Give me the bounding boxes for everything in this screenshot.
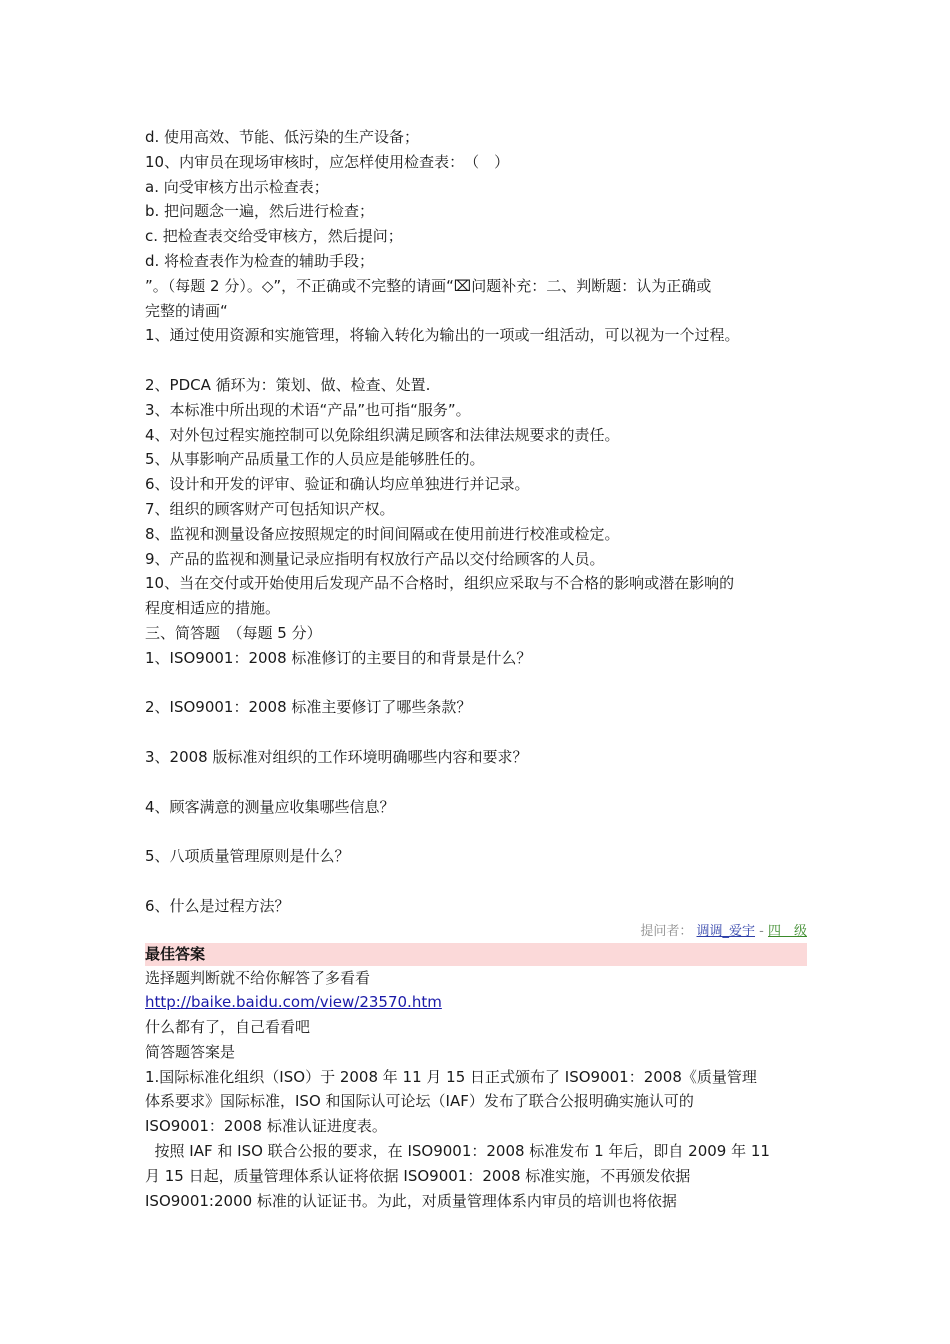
judge-item: 程度相适应的措施。 — [145, 599, 281, 618]
short-question: 5、八项质量管理原则是什么？ — [145, 847, 350, 866]
short-question: 3、2008 版标准对组织的工作环境明确哪些内容和要求？ — [145, 747, 528, 766]
asker-name-link[interactable]: 调调_爱宇 — [696, 923, 756, 939]
text-line: 10、内审员在现场审核时，应怎样使用检查表： （ ） — [145, 152, 510, 171]
text-line: 体系要求》国际标准，ISO 和国际认可论坛（IAF）发布了联合公报明确实施认可的 — [145, 1092, 694, 1111]
judge-item: 5、从事影响产品质量工作的人员应是能够胜任的。 — [145, 450, 485, 469]
blank-line — [145, 869, 807, 894]
judge-item: 7、组织的顾客财产可包括知识产权。 — [145, 499, 395, 518]
blank-line — [145, 819, 807, 844]
asker-separator: - — [755, 923, 768, 939]
short-question: 6、什么是过程方法？ — [145, 896, 290, 915]
blank-line — [145, 720, 807, 745]
short-question-list — [145, 646, 807, 919]
text-line: c. 把检查表交给受审核方，然后提问； — [145, 227, 403, 246]
blank-line — [145, 770, 807, 795]
questions-part1 — [145, 125, 807, 274]
judge-item: 3、本标准中所出现的术语“产品”也可指“服务”。 — [145, 400, 471, 419]
judge-item: 1、通过使用资源和实施管理，将输入转化为输出的一项或一组活动，可以视为一个过程。 — [145, 326, 740, 345]
text-line: 完整的请画“ — [145, 301, 228, 320]
answer-link[interactable]: http://baike.baidu.com/view/23570.htm — [145, 993, 442, 1012]
judge-item: 4、对外包过程实施控制可以免除组织满足顾客和法律法规要求的责任。 — [145, 425, 620, 444]
short-question: 1、ISO9001：2008 标准修订的主要目的和背景是什么？ — [145, 648, 532, 667]
text-line: 什么都有了，自己看看吧 — [145, 1018, 311, 1037]
text-line: ”。（每题 2 分）。◇”，不正确或不完整的请画“⌧问题补充：二、判断题：认为正确或 — [145, 276, 712, 295]
short-question: 4、顾客满意的测量应收集哪些信息？ — [145, 797, 395, 816]
asker-info — [145, 921, 807, 943]
document-body — [145, 125, 807, 1213]
judge-item: 8、监视和测量设备应按照规定的时间间隔或在使用前进行校准或检定。 — [145, 524, 620, 543]
text-line: b. 把问题念一遍，然后进行检查； — [145, 202, 375, 221]
text-line: a. 向受审核方出示检查表； — [145, 177, 329, 196]
section3-title: 三、简答题 （每题 5 分） — [145, 623, 322, 642]
section2-intro — [145, 274, 807, 324]
text-line: 1.国际标准化组织（ISO）于 2008 年 11 月 15 日正式颁布了 ISO9001：2008《质量管理 — [145, 1067, 757, 1086]
answer-body — [145, 966, 807, 1214]
text-line: 简答题答案是 — [145, 1042, 236, 1061]
blank-line — [145, 671, 807, 696]
text-line: d. 将检查表作为检查的辅助手段； — [145, 251, 375, 270]
judge-list — [145, 373, 807, 621]
judge-item: 2、PDCA 循环为：策划、做、检查、处置. — [145, 375, 431, 394]
asker-label: 提问者： — [640, 923, 693, 939]
best-answer-header: 最佳答案 — [145, 943, 807, 966]
asker-level-link[interactable]: 四 级 — [767, 923, 807, 939]
text-line: d. 使用高效、节能、低污染的生产设备； — [145, 128, 420, 146]
short-question: 2、ISO9001：2008 标准主要修订了哪些条款？ — [145, 698, 472, 717]
judge-item: 10、当在交付或开始使用后发现产品不合格时，组织应采取与不合格的影响或潜在影响的 — [145, 574, 735, 593]
judge-item: 9、产品的监视和测量记录应指明有权放行产品以交付给顾客的人员。 — [145, 549, 605, 568]
text-line: 按照 IAF 和 ISO 联合公报的要求，在 ISO9001：2008 标准发布 1 年后，即自 2009 年 11 — [145, 1142, 770, 1161]
text-line: 月 15 日起，质量管理体系认证将依据 ISO9001：2008 标准实施，不再颁发依据 — [145, 1166, 691, 1185]
text-line: 选择题判断就不给你解答了多看看 — [145, 968, 371, 987]
text-line: ISO9001:2000 标准的认证证书。为此，对质量管理体系内审员的培训也将依据 — [145, 1191, 677, 1210]
text-line: ISO9001：2008 标准认证进度表。 — [145, 1117, 387, 1136]
judge-item: 6、设计和开发的评审、验证和确认均应单独进行并记录。 — [145, 475, 530, 494]
blank-line — [145, 348, 807, 373]
